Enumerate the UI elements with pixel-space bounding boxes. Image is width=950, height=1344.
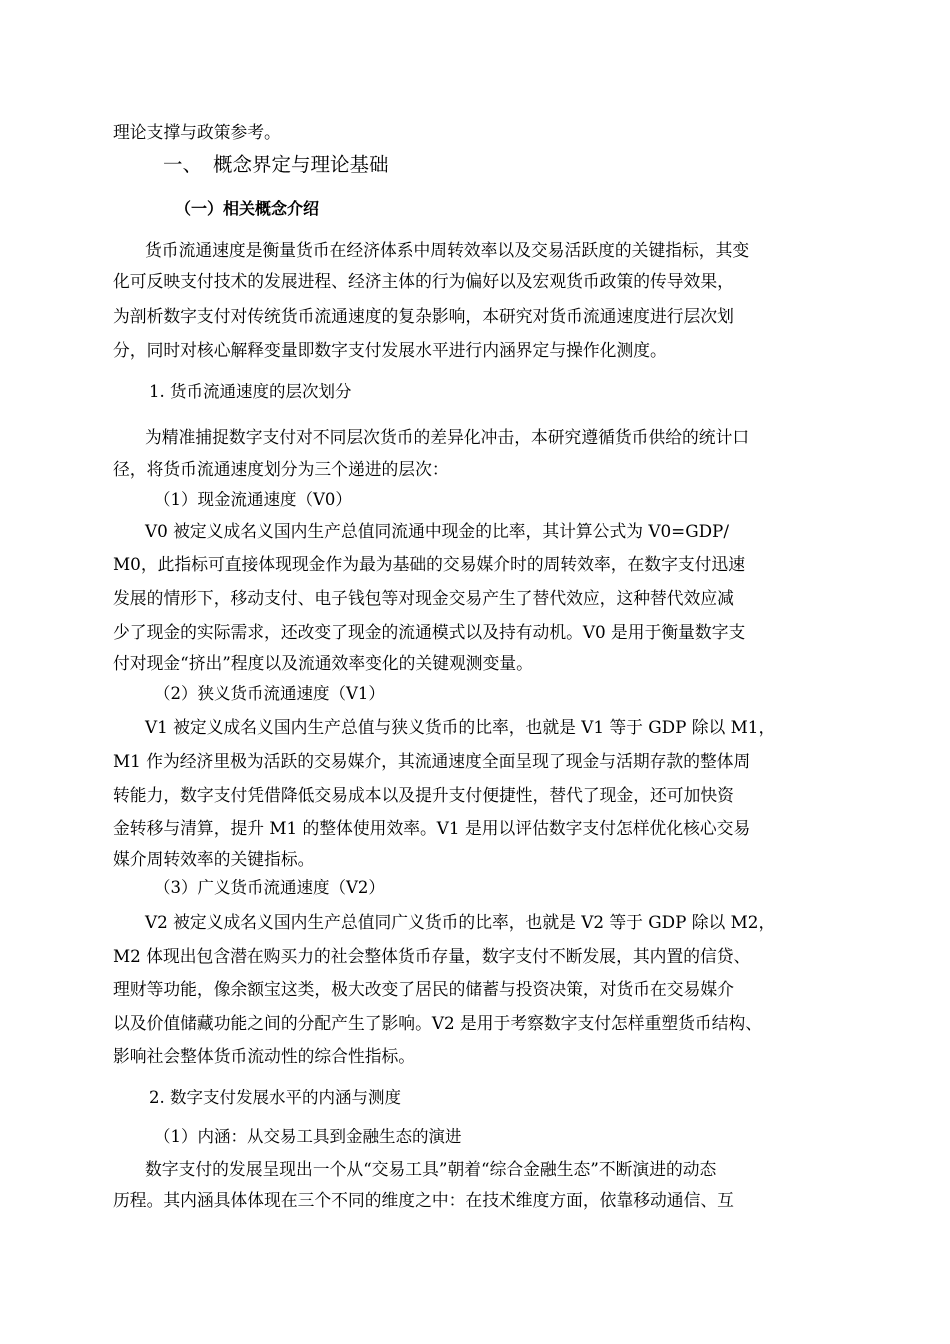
paragraph-line: V2 被定义成名义国内生产总值同广义货币的比率，也就是 V2 等于 GDP 除以 M2， (145, 912, 776, 932)
paragraph-line: 付对现金“挤出”程度以及流通效率变化的关键观测变量。 (113, 653, 533, 673)
paragraph-line: 分，同时对核心解释变量即数字支付发展水平进行内涵界定与操作化测度。 (113, 340, 667, 360)
paragraph-line: 数字支付的发展呈现出一个从“交易工具”朝着“综合金融生态”不断演进的动态 (145, 1159, 717, 1179)
connotation-title: （1）内涵：从交易工具到金融生态的演进 (154, 1127, 462, 1146)
paragraph-line: M0，此指标可直接体现现金作为最为基础的交易媒介时的周转效率，在数字支付迅速 (113, 554, 745, 574)
paragraph-line: 为精准捕捉数字支付对不同层次货币的差异化冲击，本研究遵循货币供给的统计口 (145, 427, 750, 447)
paragraph-line: 为剖析数字支付对传统货币流通速度的复杂影响，本研究对货币流通速度进行层次划 (113, 306, 734, 326)
v0-title: （1）现金流通速度（V0） (154, 490, 352, 509)
numbered-heading-2: 2. 数字支付发展水平的内涵与测度 (149, 1088, 401, 1107)
section-title: 概念界定与理论基础 (213, 153, 389, 176)
paragraph-line: 以及价值储藏功能之间的分配产生了影响。V2 是用于考察数字支付怎样重塑货币结构、 (113, 1013, 763, 1033)
paragraph-line: 媒介周转效率的关键指标。 (113, 849, 315, 869)
paragraph-line: 历程。其内涵具体体现在三个不同的维度之中：在技术维度方面，依靠移动通信、互 (113, 1190, 734, 1210)
intro-tail-line: 理论支撑与政策参考。 (113, 122, 281, 142)
paragraph-line: V0 被定义成名义国内生产总值同流通中现金的比率，其计算公式为 V0=GDP/ (145, 521, 730, 541)
paragraph-line: 化可反映支付技术的发展进程、经济主体的行为偏好以及宏观货币政策的传导效果， (113, 271, 734, 291)
v1-title: （2）狭义货币流通速度（V1） (154, 684, 385, 703)
paragraph-line: 金转移与清算，提升 M1 的整体使用效率。V1 是用以评估数字支付怎样优化核心交易 (113, 818, 751, 838)
paragraph-line: 少了现金的实际需求，还改变了现金的流通模式以及持有动机。V0 是用于衡量数字支 (113, 622, 746, 642)
paragraph-line: 转能力，数字支付凭借降低交易成本以及提升支付便捷性，替代了现金，还可加快资 (113, 785, 734, 805)
paragraph-line: V1 被定义成名义国内生产总值与狭义货币的比率，也就是 V1 等于 GDP 除以 M1， (145, 717, 776, 737)
paragraph-line: 发展的情形下，移动支付、电子钱包等对现金交易产生了替代效应，这种替代效应减 (113, 588, 734, 608)
paragraph-line: 径，将货币流通速度划分为三个递进的层次： (113, 459, 449, 479)
paragraph-line: 影响社会整体货币流动性的综合性指标。 (113, 1046, 416, 1066)
numbered-heading-1: 1. 货币流通速度的层次划分 (149, 382, 352, 401)
section-heading (163, 153, 389, 177)
paragraph-line: M2 体现出包含潜在购买力的社会整体货币存量，数字支付不断发展，其内置的信贷、 (113, 946, 751, 966)
v2-title: （3）广义货币流通速度（V2） (154, 878, 385, 897)
section-number: 一、 (163, 153, 203, 176)
subsection-heading: （一）相关概念介绍 (175, 199, 320, 218)
paragraph-line: 货币流通速度是衡量货币在经济体系中周转效率以及交易活跃度的关键指标，其变 (145, 240, 750, 260)
paragraph-line: M1 作为经济里极为活跃的交易媒介，其流通速度全面呈现了现金与活期存款的整体周 (113, 751, 751, 771)
paragraph-line: 理财等功能，像余额宝这类，极大改变了居民的储蓄与投资决策，对货币在交易媒介 (113, 979, 734, 999)
